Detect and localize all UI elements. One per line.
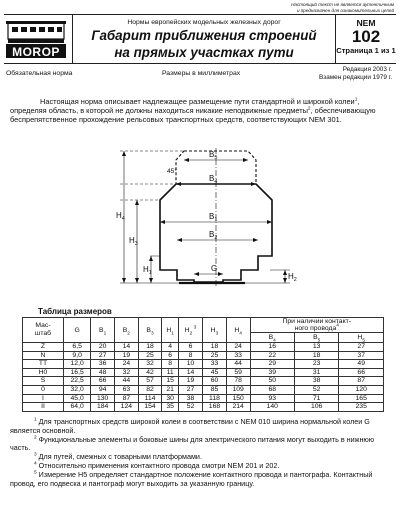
table-cell: 109 bbox=[226, 385, 250, 394]
table-cell: 38 bbox=[178, 394, 202, 403]
table-cell: 32,0 bbox=[64, 385, 91, 394]
table-cell: 27 bbox=[91, 351, 115, 360]
label-h1: $H_1$ bbox=[143, 265, 152, 276]
table-cell: 11 bbox=[162, 368, 178, 377]
table-cell: 154 bbox=[138, 403, 162, 412]
table-cell: 150 bbox=[226, 394, 250, 403]
table-row bbox=[23, 394, 384, 403]
edition-info bbox=[319, 66, 392, 82]
table-row bbox=[23, 403, 384, 412]
table-cell: I bbox=[23, 394, 64, 403]
table-cell: 21 bbox=[162, 385, 178, 394]
footnote-3: $^3$ Для путей, смежных с товарными платформами. bbox=[34, 452, 202, 462]
table-cell: 140 bbox=[250, 403, 294, 412]
table-cell: 31 bbox=[294, 368, 338, 377]
table-cell: 130 bbox=[91, 394, 115, 403]
table-cell: 24 bbox=[115, 360, 139, 369]
document-header bbox=[4, 14, 396, 64]
table-cell: 10 bbox=[178, 360, 202, 369]
col-b5: $B_5$ bbox=[294, 333, 338, 343]
table-cell: 59 bbox=[226, 368, 250, 377]
table-cell: 78 bbox=[226, 377, 250, 386]
table-cell: 29 bbox=[250, 360, 294, 369]
table-cell: 52 bbox=[178, 403, 202, 412]
table-cell: 94 bbox=[91, 385, 115, 394]
non-authentic-notice bbox=[194, 2, 394, 13]
table-row bbox=[23, 377, 384, 386]
table-cell: 71 bbox=[294, 394, 338, 403]
footnote-4: $^4$ Относительно применения контактного провода смотри NEM 201 и 202. bbox=[34, 460, 280, 470]
table-cell: H0 bbox=[23, 368, 64, 377]
table-cell: 63 bbox=[115, 385, 139, 394]
intro-part-2: , определяя область, в которой не должны находиться никакие неподвижные предметы bbox=[10, 97, 360, 116]
col-catenary-group: При наличии контакт- ного провода$^4$ bbox=[250, 318, 384, 333]
table-cell: S bbox=[23, 377, 64, 386]
footnote-1: $^1$ Для транспортных средств широкой колеи в соответствии с NEM 010 ширина нормальной колеи G является основной. bbox=[10, 417, 370, 435]
label-h3: $H_3$ bbox=[129, 236, 138, 247]
intro-paragraph bbox=[10, 97, 391, 125]
label-b2: $B_2$ bbox=[209, 230, 218, 241]
table-cell: 114 bbox=[138, 394, 162, 403]
label-g: G bbox=[211, 264, 218, 273]
table-cell: 165 bbox=[339, 394, 384, 403]
table-cell: 68 bbox=[250, 385, 294, 394]
col-g: G bbox=[64, 318, 91, 343]
table-cell: 118 bbox=[203, 394, 227, 403]
intro-part-1: Настоящая норма описывает надлежащее размещение пути стандартной и широкой колеи bbox=[40, 97, 355, 106]
table-cell: 45 bbox=[203, 368, 227, 377]
table-cell: 6,5 bbox=[64, 343, 91, 352]
table-cell: 120 bbox=[339, 385, 384, 394]
table-cell: 39 bbox=[250, 368, 294, 377]
table-cell: 85 bbox=[203, 385, 227, 394]
angle-label: 45° bbox=[167, 168, 177, 175]
table-body bbox=[23, 343, 384, 412]
label-b1: $B_1$ bbox=[209, 212, 218, 223]
table-cell: 32 bbox=[138, 360, 162, 369]
table-cell: 42 bbox=[138, 368, 162, 377]
table-cell: 32 bbox=[115, 368, 139, 377]
table-cell: 22 bbox=[250, 351, 294, 360]
nem-label: NEM bbox=[356, 18, 376, 28]
clearance-gauge-diagram bbox=[0, 138, 400, 310]
table-row bbox=[23, 351, 384, 360]
table-cell: 25 bbox=[203, 351, 227, 360]
table-row bbox=[23, 385, 384, 394]
table-cell: 64,0 bbox=[64, 403, 91, 412]
table-cell: 168 bbox=[203, 403, 227, 412]
table-cell: 66 bbox=[339, 368, 384, 377]
col-h3: $H_3$ bbox=[203, 318, 227, 343]
table-cell: 18 bbox=[294, 351, 338, 360]
table-cell: 38 bbox=[294, 377, 338, 386]
table-cell: TT bbox=[23, 360, 64, 369]
table-cell: 184 bbox=[91, 403, 115, 412]
nem-block bbox=[336, 15, 396, 55]
col-h4: $H_4$ bbox=[226, 318, 250, 343]
units-note: Размеры в миллиметрах bbox=[162, 70, 241, 77]
table-cell: 25 bbox=[138, 351, 162, 360]
col-b2: $B_2$ bbox=[115, 318, 139, 343]
dimensions-table bbox=[22, 317, 384, 412]
table-cell: 93 bbox=[250, 394, 294, 403]
col-b4: $B_4$ bbox=[250, 333, 294, 343]
table-cell: 44 bbox=[115, 377, 139, 386]
table-cell: 16,5 bbox=[64, 368, 91, 377]
table-cell: II bbox=[23, 403, 64, 412]
table-cell: 44 bbox=[226, 360, 250, 369]
table-cell: 48 bbox=[91, 368, 115, 377]
table-cell: 14 bbox=[115, 343, 139, 352]
intro-footnote-2: 2 bbox=[307, 106, 311, 112]
document-title-line-1: Габарит приближения строений bbox=[91, 28, 317, 43]
label-b4: $B_4$ bbox=[209, 174, 218, 185]
table-cell: 33 bbox=[226, 351, 250, 360]
table-cell: 20 bbox=[91, 343, 115, 352]
table-cell: 52 bbox=[294, 385, 338, 394]
table-cell: 50 bbox=[250, 377, 294, 386]
table-cell: 16 bbox=[250, 343, 294, 352]
intro-footnote-1: 1 bbox=[354, 97, 358, 103]
table-cell: 45,0 bbox=[64, 394, 91, 403]
table-cell: 0 bbox=[23, 385, 64, 394]
table-cell: 30 bbox=[162, 394, 178, 403]
logo-text: MOROP bbox=[12, 45, 60, 59]
table-row bbox=[23, 360, 384, 369]
table-cell: 4 bbox=[162, 343, 178, 352]
col-h2: $H_2$ $^3$ bbox=[178, 318, 202, 343]
table-cell: 15 bbox=[162, 377, 178, 386]
table-cell: 6 bbox=[178, 343, 202, 352]
table-cell: 27 bbox=[178, 385, 202, 394]
nem-number: 102 bbox=[351, 27, 381, 46]
replaces-edition: Взамен редакции 1979 г. bbox=[319, 73, 392, 81]
footnote-2: $^2$ Функциональные элементы и боковые шины для электрического питания могут выходить в нижнюю часть. bbox=[10, 434, 375, 453]
footnote-5: $^5$ Измерение H5 определяет стандартное положение контактного провода и пантографа. Контактный провод, его подвеска и пантограф могут выходить за указанную границу. bbox=[10, 469, 373, 488]
morop-logo bbox=[4, 17, 68, 61]
col-scale: Мас- штаб bbox=[23, 318, 64, 343]
table-row bbox=[23, 343, 384, 352]
page-indicator: Страница 1 из 1 bbox=[336, 46, 396, 55]
table-cell: 214 bbox=[226, 403, 250, 412]
table-cell: 35 bbox=[162, 403, 178, 412]
header-subtitle: Нормы европейских модельных железных дорог bbox=[127, 19, 281, 26]
table-title: Таблица размеров bbox=[38, 307, 112, 316]
table-cell: 124 bbox=[115, 403, 139, 412]
table-cell: 106 bbox=[294, 403, 338, 412]
col-h1: $H_1$ bbox=[162, 318, 178, 343]
edition: Редакция 2003 г. bbox=[342, 66, 392, 73]
col-b1: $B_1$ bbox=[91, 318, 115, 343]
notice-line-1: Настоящий текст не является аутентичным bbox=[291, 2, 394, 7]
table-cell: 19 bbox=[115, 351, 139, 360]
table-cell: 6 bbox=[162, 351, 178, 360]
label-b5: $B_5$ bbox=[209, 150, 218, 161]
table-cell: 66 bbox=[91, 377, 115, 386]
table-cell: 14 bbox=[178, 368, 202, 377]
table-cell: 23 bbox=[294, 360, 338, 369]
col-h5: $H_5$ bbox=[339, 333, 384, 343]
table-cell: 235 bbox=[339, 403, 384, 412]
table-cell: N bbox=[23, 351, 64, 360]
table-cell: 27 bbox=[339, 343, 384, 352]
table-cell: Z bbox=[23, 343, 64, 352]
table-cell: 19 bbox=[178, 377, 202, 386]
table-cell: 33 bbox=[203, 360, 227, 369]
table-cell: 87 bbox=[339, 377, 384, 386]
table-cell: 18 bbox=[138, 343, 162, 352]
norm-status: Обязательная норма bbox=[6, 70, 73, 77]
table-cell: 24 bbox=[226, 343, 250, 352]
footnotes bbox=[10, 418, 392, 488]
table-cell: 18 bbox=[203, 343, 227, 352]
table-cell: 36 bbox=[91, 360, 115, 369]
intro-part-3: , обеспечивающую беспрепятственное прохождение рельсовых транспортных средств, соответствующих NEM 301. bbox=[10, 106, 376, 125]
document-title-line-2: на прямых участках пути bbox=[114, 45, 294, 60]
label-h2: $H_2$ bbox=[288, 272, 297, 283]
label-h4: $H_4$ bbox=[116, 211, 125, 222]
table-cell: 87 bbox=[115, 394, 139, 403]
table-cell: 13 bbox=[294, 343, 338, 352]
table-cell: 49 bbox=[339, 360, 384, 369]
col-b3: $B_3$ bbox=[138, 318, 162, 343]
table-row bbox=[23, 368, 384, 377]
table-cell: 12,0 bbox=[64, 360, 91, 369]
table-cell: 60 bbox=[203, 377, 227, 386]
table-cell: 8 bbox=[162, 360, 178, 369]
header-title-block bbox=[72, 15, 336, 63]
table-cell: 22,5 bbox=[64, 377, 91, 386]
table-cell: 9,0 bbox=[64, 351, 91, 360]
table-cell: 57 bbox=[138, 377, 162, 386]
table-cell: 82 bbox=[138, 385, 162, 394]
notice-line-2: и предназначен для ознакомительных целей bbox=[296, 7, 394, 13]
table-cell: 8 bbox=[178, 351, 202, 360]
table-cell: 37 bbox=[339, 351, 384, 360]
